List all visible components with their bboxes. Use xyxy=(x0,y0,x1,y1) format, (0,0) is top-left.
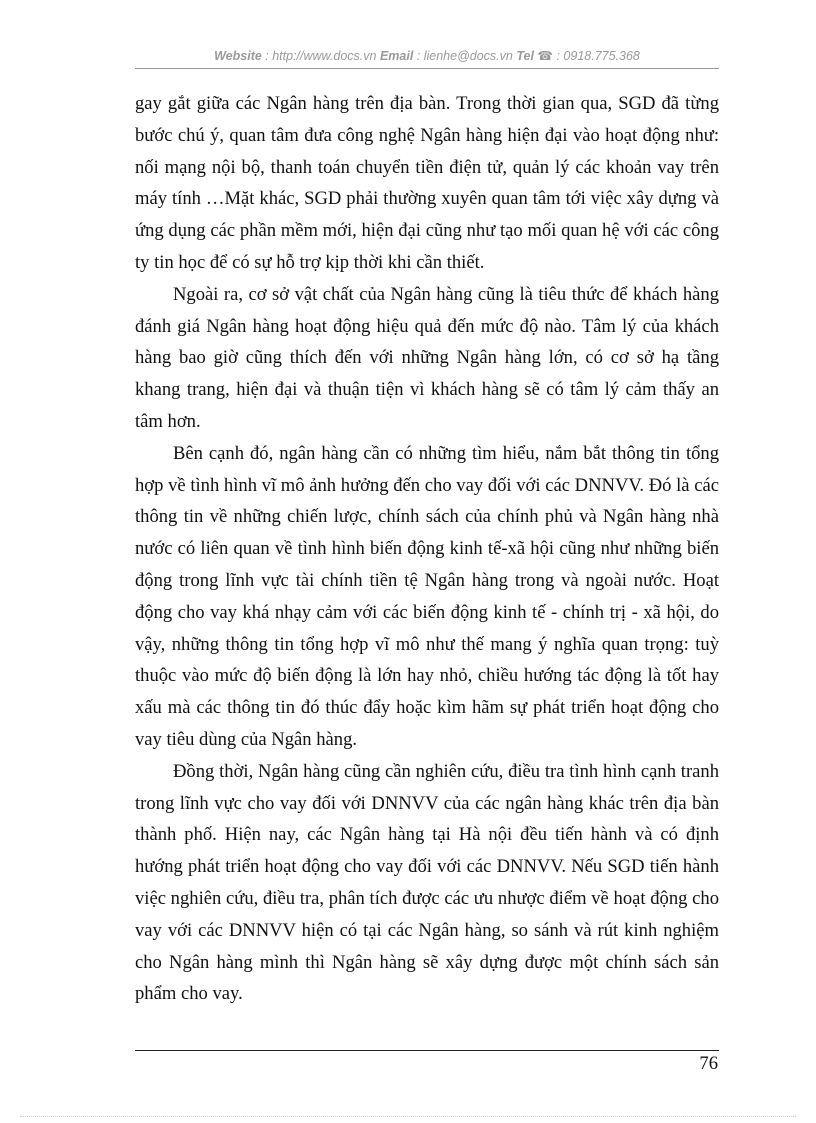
website-url[interactable]: http://www.docs.vn xyxy=(272,49,377,63)
email-separator: : xyxy=(413,49,424,63)
paragraph-macro-info: Bên cạnh đó, ngân hàng cần có những tìm hiểu, nắm bắt thông tin tổng hợp về tình hình vĩ mô ảnh hưởng đến cho vay đối với các DNNVV. Đó là các thông tin về những chiến lược, chính sách của chính phủ và Ngân hàng nhà nước có liên quan về tình hình biến động kinh tế-xã hội cũng như những biến động trong lĩnh vực tài chính tiền tệ Ngân hàng trong và ngoài nước. Hoạt động cho vay khá nhạy cảm với các biến động kinh tế - chính trị - xã hội, do vậy, những thông tin tổng hợp vĩ mô như thế mang ý nghĩa quan trọng: tuỳ thuộc vào mức độ biến động là lớn hay nhỏ, chiều hướng tác động là tốt hay xấu mà các thông tin đó thúc đẩy hoặc kìm hãm sự phát triển hoạt động cho vay tiêu dùng của Ngân hàng. xyxy=(135,442,719,750)
page-bottom-border xyxy=(20,1116,796,1117)
phone-number: 0918.775.368 xyxy=(563,49,640,63)
phone-icon: ☎ : xyxy=(533,49,564,63)
page-header xyxy=(135,46,719,69)
paragraph-continuation: gay gắt giữa các Ngân hàng trên địa bàn. Trong thời gian qua, SGD đã từng bước chú ý, quan tâm đưa công nghệ Ngân hàng hiện đại vào hoạt động như: nối mạng nội bộ, thanh toán chuyển tiền điện tử, quản lý các khoản vay trên máy tính …Mặt khác, SGD phải thường xuyên quan tâm tới việc xây dựng và ứng dụng các phần mềm mới, hiện đại cũng như tạo mối quan hệ với các công ty tin học để có sự hỗ trợ kịp thời khi cần thiết. xyxy=(135,93,719,273)
paragraph-competition: Đồng thời, Ngân hàng cũng cần nghiên cứu, điều tra tình hình cạnh tranh trong lĩnh vực cho vay đối với DNNVV của các ngân hàng khác trên địa bàn thành phố. Hiện nay, các Ngân hàng tại Hà nội đều tiến hành và có định hướng phát triển hoạt động cho vay đối với các DNNVV. Nếu SGD tiến hành việc nghiên cứu, điều tra, phân tích được các ưu nhược điểm về hoạt động cho vay với các DNNVV hiện có tại các Ngân hàng, so sánh và rút kinh nghiệm cho Ngân hàng mình thì Ngân hàng sẽ xây dựng được một chính sách sản phẩm cho vay. xyxy=(135,760,719,1005)
email-address[interactable]: lienhe@docs.vn xyxy=(423,49,513,63)
website-label: Website xyxy=(214,49,262,63)
paragraph-facilities: Ngoài ra, cơ sở vật chất của Ngân hàng cũng là tiêu thức để khách hàng đánh giá Ngân hàng hoạt động hiệu quả đến mức độ nào. Tâm lý của khách hàng bao giờ cũng thích đến với những Ngân hàng lớn, có cơ sở hạ tầng khang trang, hiện đại và thuận tiện vì khách hàng sẽ có tâm lý cảm thấy an tâm hơn. xyxy=(135,283,719,432)
website-separator: : xyxy=(261,49,273,63)
document-body xyxy=(135,88,719,1010)
page-number: 76 xyxy=(699,1053,718,1074)
tel-label: Tel xyxy=(516,49,534,63)
email-label: Email xyxy=(379,49,414,63)
footer-divider xyxy=(135,1050,719,1051)
